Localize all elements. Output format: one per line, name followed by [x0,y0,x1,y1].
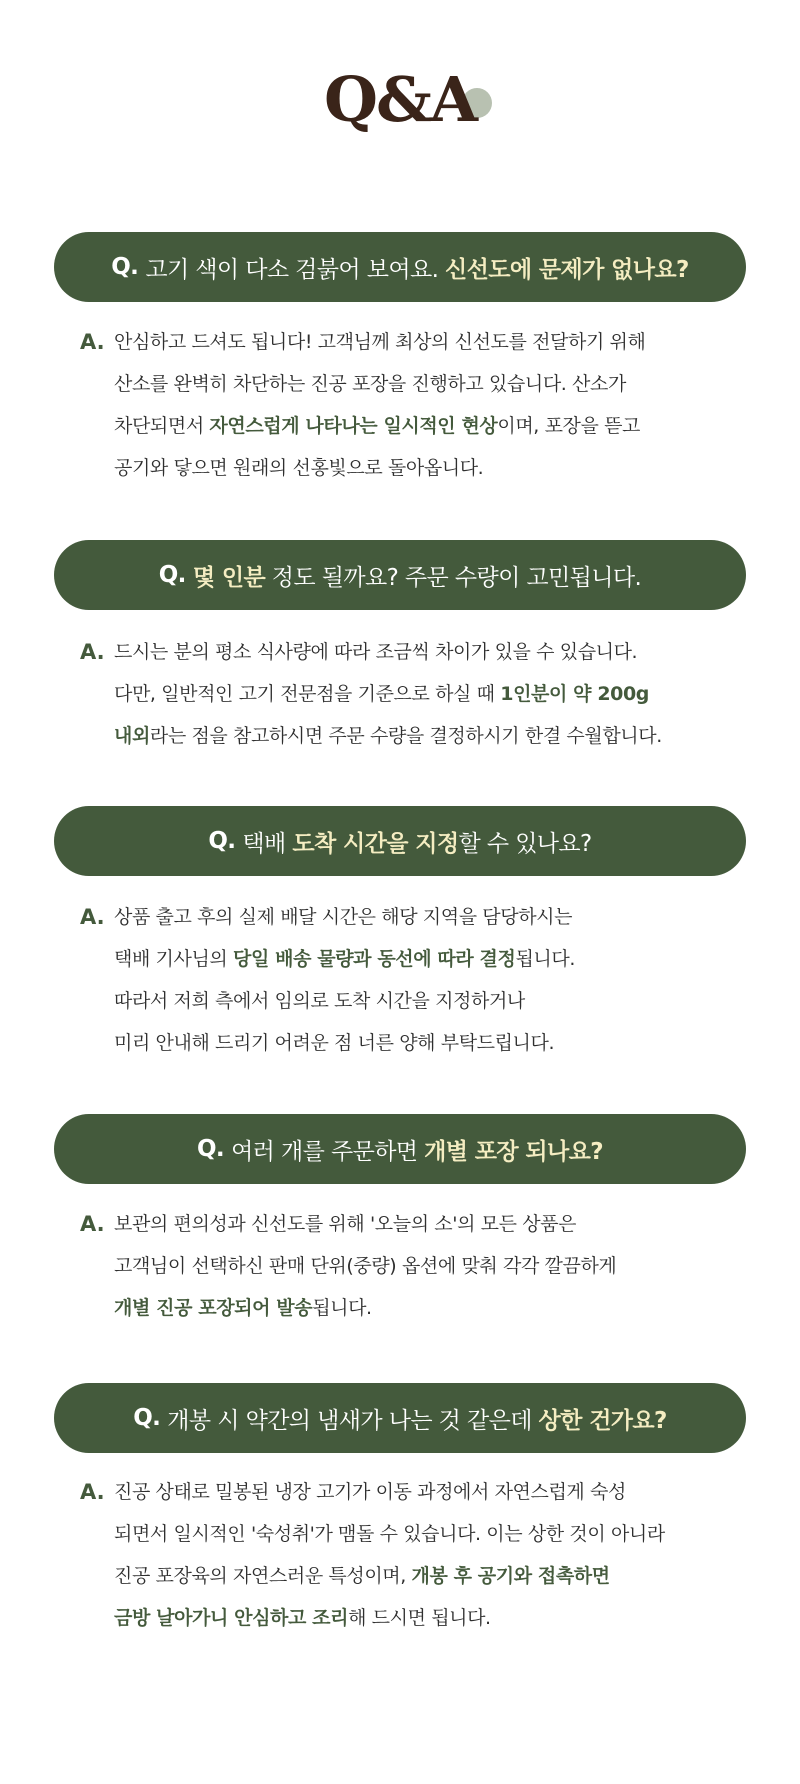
answer-segment: 보관의 편의성과 신선도를 위해 '오늘의 소'의 모든 상품은 [114,1213,577,1235]
answer-prefix: A. [80,1212,105,1236]
answer-prefix: A. [80,1480,105,1504]
answer-line [114,363,764,405]
answer-line [114,1245,764,1287]
answer-highlight: 내외 [114,725,150,747]
question-prefix: Q. [133,1405,161,1431]
answer-line [114,715,764,757]
answer-highlight: 자연스럽게 나타나는 일시적인 현상 [209,415,498,437]
title-block [0,58,800,148]
answer-segment: 이며, 포장을 뜯고 [497,415,640,437]
answer-text [114,1471,764,1639]
question-segment: 택배 [242,830,293,857]
answer-text [114,1203,764,1329]
answer-line [114,673,764,715]
answer-line [114,321,764,363]
answer-segment: 진공 포장육의 자연스러운 특성이며, [114,1565,412,1587]
answer-segment: 공기와 닿으면 원래의 선홍빛으로 돌아옵니다. [114,457,484,479]
answer-line [114,447,764,489]
answer-segment: 상품 출고 후의 실제 배달 시간은 해당 지역을 담당하시는 [114,906,573,928]
question-text [193,559,641,592]
answer-line [114,405,764,447]
answer-line [114,980,764,1022]
answer-segment: 됩니다. [312,1297,372,1319]
question-text [242,825,591,858]
question-segment: 개봉 시 약간의 냄새가 나는 것 같은데 [167,1407,539,1434]
question-prefix: Q. [196,1136,225,1162]
answer-segment: 다만, 일반적인 고기 전문점을 기준으로 하실 때 [114,683,501,705]
answer-segment: 산소를 완벽히 차단하는 진공 포장을 진행하고 있습니다. 산소가 [114,373,626,395]
answer-highlight: 개봉 후 공기와 접촉하면 [411,1565,610,1587]
answer-segment: 해 드시면 됩니다. [348,1607,491,1629]
answer-segment: 차단되면서 [114,415,210,437]
question-text [231,1133,603,1166]
answer-text [114,896,764,1064]
answer-line [114,1555,764,1597]
answer-segment: 안심하고 드셔도 됩니다! 고객님께 최상의 신선도를 전달하기 위해 [114,331,646,353]
answer-line [114,1203,764,1245]
answer-segment: 되면서 일시적인 '숙성취'가 맴돌 수 있습니다. 이는 상한 것이 아니라 [114,1523,665,1545]
answer-line [114,1597,764,1639]
answer-segment: 라는 점을 참고하시면 주문 수량을 결정하시기 한결 수월합니다. [149,725,662,747]
answer-segment: 미리 안내해 드리기 어려운 점 너른 양해 부탁드립니다. [114,1032,555,1054]
question-prefix: Q. [208,828,236,854]
answer-line [114,1471,764,1513]
question-highlight: 몇 인분 [192,564,266,591]
answer-segment: 진공 상태로 밀봉된 냉장 고기가 이동 과정에서 자연스럽게 숙성 [114,1481,626,1503]
answer-line [114,938,764,980]
answer-highlight: 1인분이 약 200g [500,683,649,705]
page-title: Q&A [323,63,477,136]
question-text [145,251,688,284]
answer-segment: 고객님이 선택하신 판매 단위(중량) 옵션에 맞춰 각각 깔끔하게 [114,1255,617,1277]
question-highlight: 신선도에 문제가 없나요? [445,256,689,283]
answer-line [114,1287,764,1329]
question-highlight: 개별 포장 되나요? [424,1138,604,1165]
question-segment: 여러 개를 주문하면 [231,1138,425,1165]
answer-segment: 됩니다. [515,948,575,970]
question-prefix: Q. [158,562,186,588]
answer-line [114,896,764,938]
question-segment: 할 수 있나요? [458,830,592,857]
answer-segment: 택배 기사님의 [114,948,234,970]
answer-line [114,1513,764,1555]
question-text [167,1402,667,1435]
question-pill [54,1114,746,1184]
question-pill [54,232,746,302]
answer-highlight: 개별 진공 포장되어 발송 [114,1297,313,1319]
question-pill [54,806,746,876]
question-segment: 고기 색이 다소 검붉어 보여요. [145,256,446,283]
answer-prefix: A. [80,905,105,929]
answer-text [114,631,764,757]
answer-line [114,1022,764,1064]
question-pill [54,540,746,610]
answer-line [114,631,764,673]
answer-segment: 따라서 저희 측에서 임의로 도착 시간을 지정하거나 [114,990,525,1012]
question-segment: 정도 될까요? 주문 수량이 고민됩니다. [265,564,642,591]
answer-text [114,321,764,489]
answer-highlight: 금방 날아가니 안심하고 조리 [114,1607,349,1629]
question-prefix: Q. [111,254,139,280]
question-pill [54,1383,746,1453]
answer-prefix: A. [80,640,105,664]
answer-segment: 드시는 분의 평소 식사량에 따라 조금씩 차이가 있을 수 있습니다. [114,641,638,663]
question-highlight: 도착 시간을 지정 [292,830,459,857]
answer-highlight: 당일 배송 물량과 동선에 따라 결정 [233,948,516,970]
answer-prefix: A. [80,330,105,354]
question-highlight: 상한 건가요? [538,1407,667,1434]
